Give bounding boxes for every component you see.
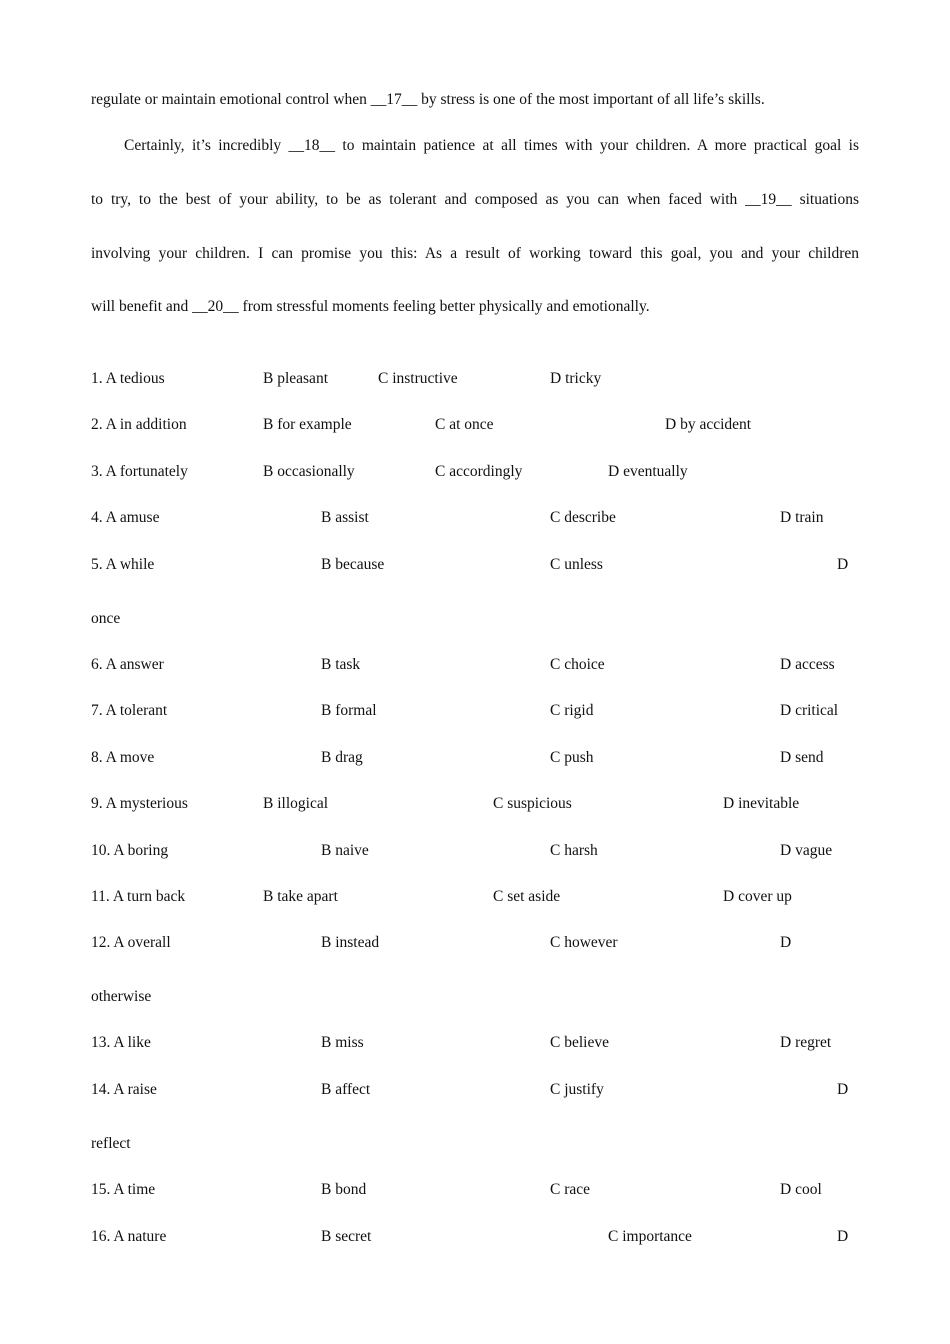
q13-option-a: 13. A like <box>91 1034 151 1051</box>
q7-option-b: B formal <box>321 702 377 719</box>
q13-option-b: B miss <box>321 1034 364 1051</box>
q10-option-d: D vague <box>780 842 833 859</box>
q2-option-c: C at once <box>435 416 494 433</box>
q16-option-c: C importance <box>608 1228 692 1245</box>
q11-option-b: B take apart <box>263 888 338 905</box>
q8-option-d: D send <box>780 749 824 766</box>
q5-option-b: B because <box>321 556 385 573</box>
q14-option-d-wrap: reflect <box>91 1135 131 1152</box>
q8-option-a: 8. A move <box>91 749 155 766</box>
passage-line-3: to try, to the best of your ability, to be as tolerant and composed as you can when faced with __19__ situations <box>91 191 859 208</box>
passage-line-4: involving your children. I can promise you this: As a result of working toward this goal, you and your children <box>91 245 859 262</box>
q1-option-b: B pleasant <box>263 370 328 387</box>
q10-option-b: B naive <box>321 842 369 859</box>
q7-option-d: D critical <box>780 702 839 719</box>
q2-option-a: 2. A in addition <box>91 416 187 433</box>
q15-option-d: D cool <box>780 1181 822 1198</box>
passage-line-2: Certainly, it’s incredibly __18__ to maintain patience at all times with your children. A more practical goal is <box>124 137 859 154</box>
q6-option-d: D access <box>780 656 835 673</box>
q15-option-a: 15. A time <box>91 1181 156 1198</box>
q14-option-d: D <box>837 1081 849 1098</box>
q12-option-c: C however <box>550 934 618 951</box>
q14-option-c: C justify <box>550 1081 604 1098</box>
q4-option-d: D train <box>780 509 824 526</box>
q13-option-d: D regret <box>780 1034 832 1051</box>
q5-option-a: 5. A while <box>91 556 155 573</box>
q16-option-a: 16. A nature <box>91 1228 167 1245</box>
q12-option-b: B instead <box>321 934 380 951</box>
q9-option-c: C suspicious <box>493 795 572 812</box>
q5-option-d-wrap: once <box>91 610 121 627</box>
q16-option-b: B secret <box>321 1228 372 1245</box>
q5-option-d: D <box>837 556 849 573</box>
q12-option-a: 12. A overall <box>91 934 171 951</box>
q6-option-c: C choice <box>550 656 605 673</box>
q3-option-d: D eventually <box>608 463 688 480</box>
q12-option-d: D <box>780 934 792 951</box>
q1-option-d: D tricky <box>550 370 602 387</box>
q12-option-d-wrap: otherwise <box>91 988 152 1005</box>
q14-option-b: B affect <box>321 1081 371 1098</box>
q4-option-b: B assist <box>321 509 369 526</box>
q2-option-d: D by accident <box>665 416 752 433</box>
q3-option-b: B occasionally <box>263 463 355 480</box>
q4-option-c: C describe <box>550 509 616 526</box>
q14-option-a: 14. A raise <box>91 1081 157 1098</box>
q1-option-c: C instructive <box>378 370 458 387</box>
q11-option-c: C set aside <box>493 888 561 905</box>
q9-option-a: 9. A mysterious <box>91 795 188 812</box>
q2-option-b: B for example <box>263 416 352 433</box>
q6-option-a: 6. A answer <box>91 656 164 673</box>
q10-option-a: 10. A boring <box>91 842 169 859</box>
q1-option-a: 1. A tedious <box>91 370 165 387</box>
q8-option-c: C push <box>550 749 594 766</box>
q8-option-b: B drag <box>321 749 363 766</box>
q11-option-d: D cover up <box>723 888 792 905</box>
q4-option-a: 4. A amuse <box>91 509 160 526</box>
passage-line-1: regulate or maintain emotional control when __17__ by stress is one of the most important of all life’s skills. <box>91 91 765 108</box>
q3-option-a: 3. A fortunately <box>91 463 188 480</box>
q10-option-c: C harsh <box>550 842 598 859</box>
q15-option-c: C race <box>550 1181 591 1198</box>
q7-option-a: 7. A tolerant <box>91 702 168 719</box>
q15-option-b: B bond <box>321 1181 367 1198</box>
q16-option-d: D <box>837 1228 849 1245</box>
q11-option-a: 11. A turn back <box>91 888 186 905</box>
passage-line-5: will benefit and __20__ from stressful moments feeling better physically and emotionally. <box>91 298 650 315</box>
q9-option-d: D inevitable <box>723 795 800 812</box>
q9-option-b: B illogical <box>263 795 329 812</box>
q7-option-c: C rigid <box>550 702 594 719</box>
q13-option-c: C believe <box>550 1034 609 1051</box>
q6-option-b: B task <box>321 656 361 673</box>
q3-option-c: C accordingly <box>435 463 523 480</box>
q5-option-c: C unless <box>550 556 603 573</box>
